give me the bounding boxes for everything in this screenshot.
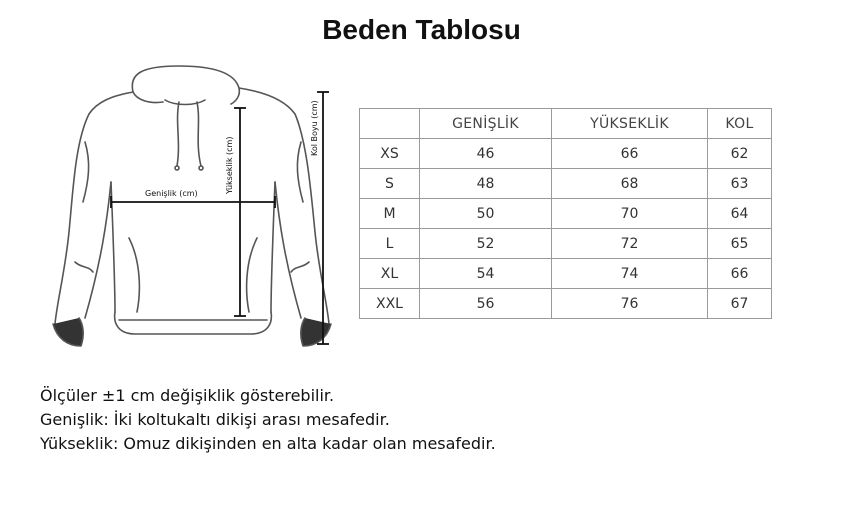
height-cell: 72 — [552, 229, 708, 259]
size-cell: M — [360, 199, 420, 229]
width-cell: 48 — [420, 169, 552, 199]
header-cell-height: YÜKSEKLİK — [552, 109, 708, 139]
hoodie-illustration — [45, 62, 345, 362]
sleeve-cell: 63 — [708, 169, 772, 199]
size-chart-table — [359, 108, 772, 319]
table-header-row — [360, 109, 772, 139]
width-cell: 56 — [420, 289, 552, 319]
table-row — [360, 289, 772, 319]
size-cell: XXL — [360, 289, 420, 319]
width-cell: 50 — [420, 199, 552, 229]
height-measure-label: Yükseklik (cm) — [225, 136, 234, 194]
header-cell-sleeve: KOL — [708, 109, 772, 139]
size-cell: S — [360, 169, 420, 199]
header-cell-size — [360, 109, 420, 139]
sleeve-cell: 65 — [708, 229, 772, 259]
sleeve-cell: 62 — [708, 139, 772, 169]
sleeve-cell: 67 — [708, 289, 772, 319]
size-cell: XS — [360, 139, 420, 169]
width-cell: 54 — [420, 259, 552, 289]
height-cell: 66 — [552, 139, 708, 169]
size-cell: XL — [360, 259, 420, 289]
width-measure-label: Genişlik (cm) — [145, 189, 198, 198]
table-row — [360, 259, 772, 289]
size-cell: L — [360, 229, 420, 259]
height-cell: 68 — [552, 169, 708, 199]
height-cell: 76 — [552, 289, 708, 319]
height-cell: 74 — [552, 259, 708, 289]
height-cell: 70 — [552, 199, 708, 229]
page-title: Beden Tablosu — [322, 14, 521, 45]
sleeve-measure-label: Kol Boyu (cm) — [310, 100, 319, 156]
note-height-definition: Yükseklik: Omuz dikişinden en alta kadar olan mesafedir. — [40, 434, 496, 453]
note-width-definition: Genişlik: İki koltukaltı dikişi arası mesafedir. — [40, 410, 390, 429]
header-cell-width: GENİŞLİK — [420, 109, 552, 139]
sleeve-cell: 66 — [708, 259, 772, 289]
sleeve-cell: 64 — [708, 199, 772, 229]
width-cell: 52 — [420, 229, 552, 259]
width-cell: 46 — [420, 139, 552, 169]
note-tolerance: Ölçüler ±1 cm değişiklik gösterebilir. — [40, 386, 335, 405]
table-row — [360, 229, 772, 259]
table-row — [360, 139, 772, 169]
size-notes — [40, 384, 496, 456]
table-row — [360, 199, 772, 229]
table-row — [360, 169, 772, 199]
